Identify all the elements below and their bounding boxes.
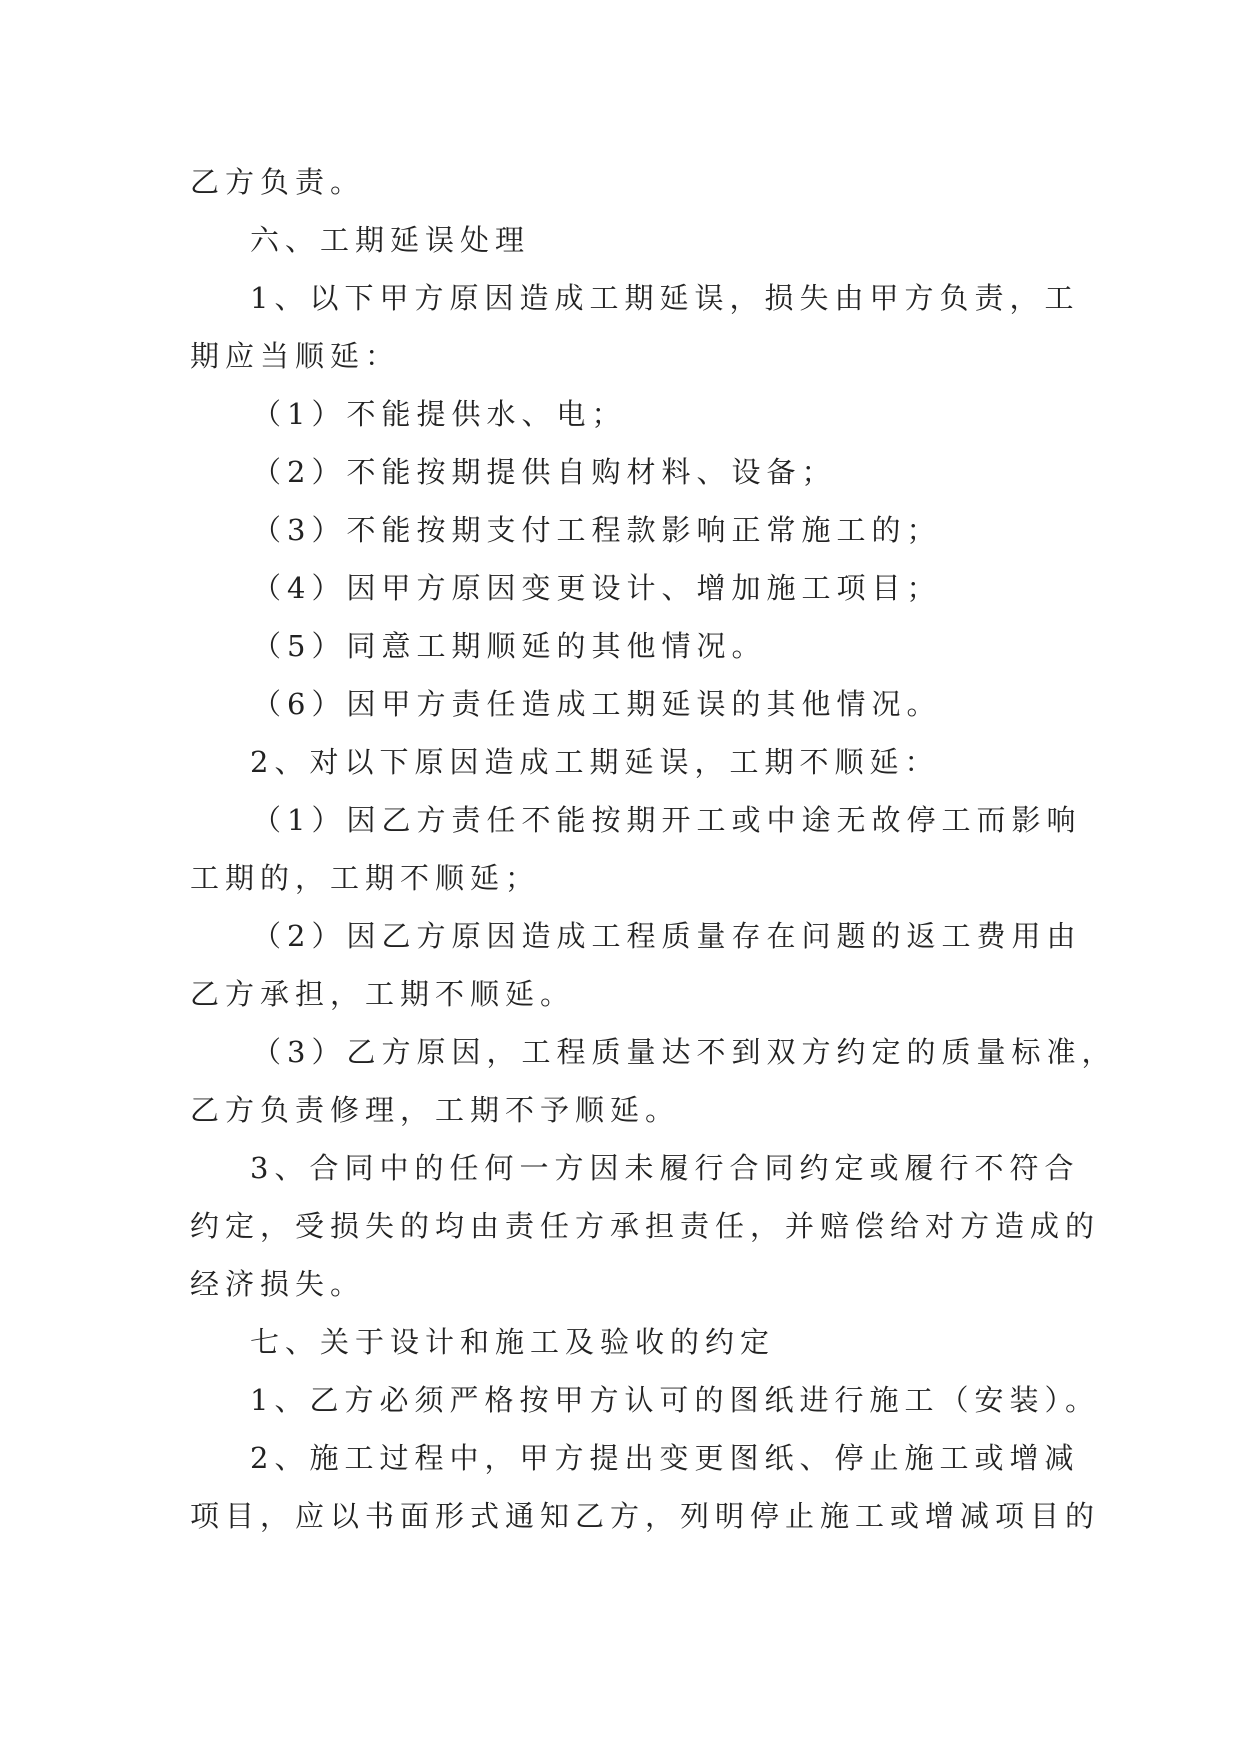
text-line: 乙方负责。 <box>190 165 366 199</box>
text-line: 乙方承担，工期不顺延。 <box>190 977 576 1011</box>
clause-text: 1、乙方必须严格按甲方认可的图纸进行施工（安装）。 <box>250 1383 1100 1417</box>
text-line: 项目，应以书面形式通知乙方，列明停止施工或增减项目的 <box>190 1499 1101 1533</box>
section-heading: 七、关于设计和施工及验收的约定 <box>250 1325 776 1359</box>
list-item: （1）不能提供水、电； <box>252 397 627 431</box>
section-heading: 六、工期延误处理 <box>250 223 531 257</box>
clause-text: 1、以下甲方原因造成工期延误，损失由甲方负责，工 <box>250 281 1080 315</box>
list-item: （4）因甲方原因变更设计、增加施工项目； <box>252 571 942 605</box>
text-line: 工期的，工期不顺延； <box>190 861 541 895</box>
clause-text: 3、合同中的任何一方因未履行合同约定或履行不符合 <box>250 1151 1080 1185</box>
text-line: 约定，受损失的均由责任方承担责任，并赔偿给对方造成的 <box>190 1209 1101 1243</box>
list-item: （2）不能按期提供自购材料、设备； <box>252 455 837 489</box>
list-item: （3）不能按期支付工程款影响正常施工的； <box>252 513 942 547</box>
clause-text: 2、施工过程中，甲方提出变更图纸、停止施工或增减 <box>250 1441 1080 1475</box>
list-item: （3）乙方原因，工程质量达不到双方约定的质量标准， <box>252 1035 1117 1069</box>
text-line: 期应当顺延： <box>190 339 401 373</box>
text-line: 经济损失。 <box>190 1267 366 1301</box>
list-item: （5）同意工期顺延的其他情况。 <box>252 629 767 663</box>
list-item: （1）因乙方责任不能按期开工或中途无故停工而影响 <box>252 803 1082 837</box>
list-item: （2）因乙方原因造成工程质量存在问题的返工费用由 <box>252 919 1082 953</box>
list-item: （6）因甲方责任造成工期延误的其他情况。 <box>252 687 942 721</box>
clause-text: 2、对以下原因造成工期延误，工期不顺延： <box>250 745 940 779</box>
text-line: 乙方负责修理，工期不予顺延。 <box>190 1093 681 1127</box>
